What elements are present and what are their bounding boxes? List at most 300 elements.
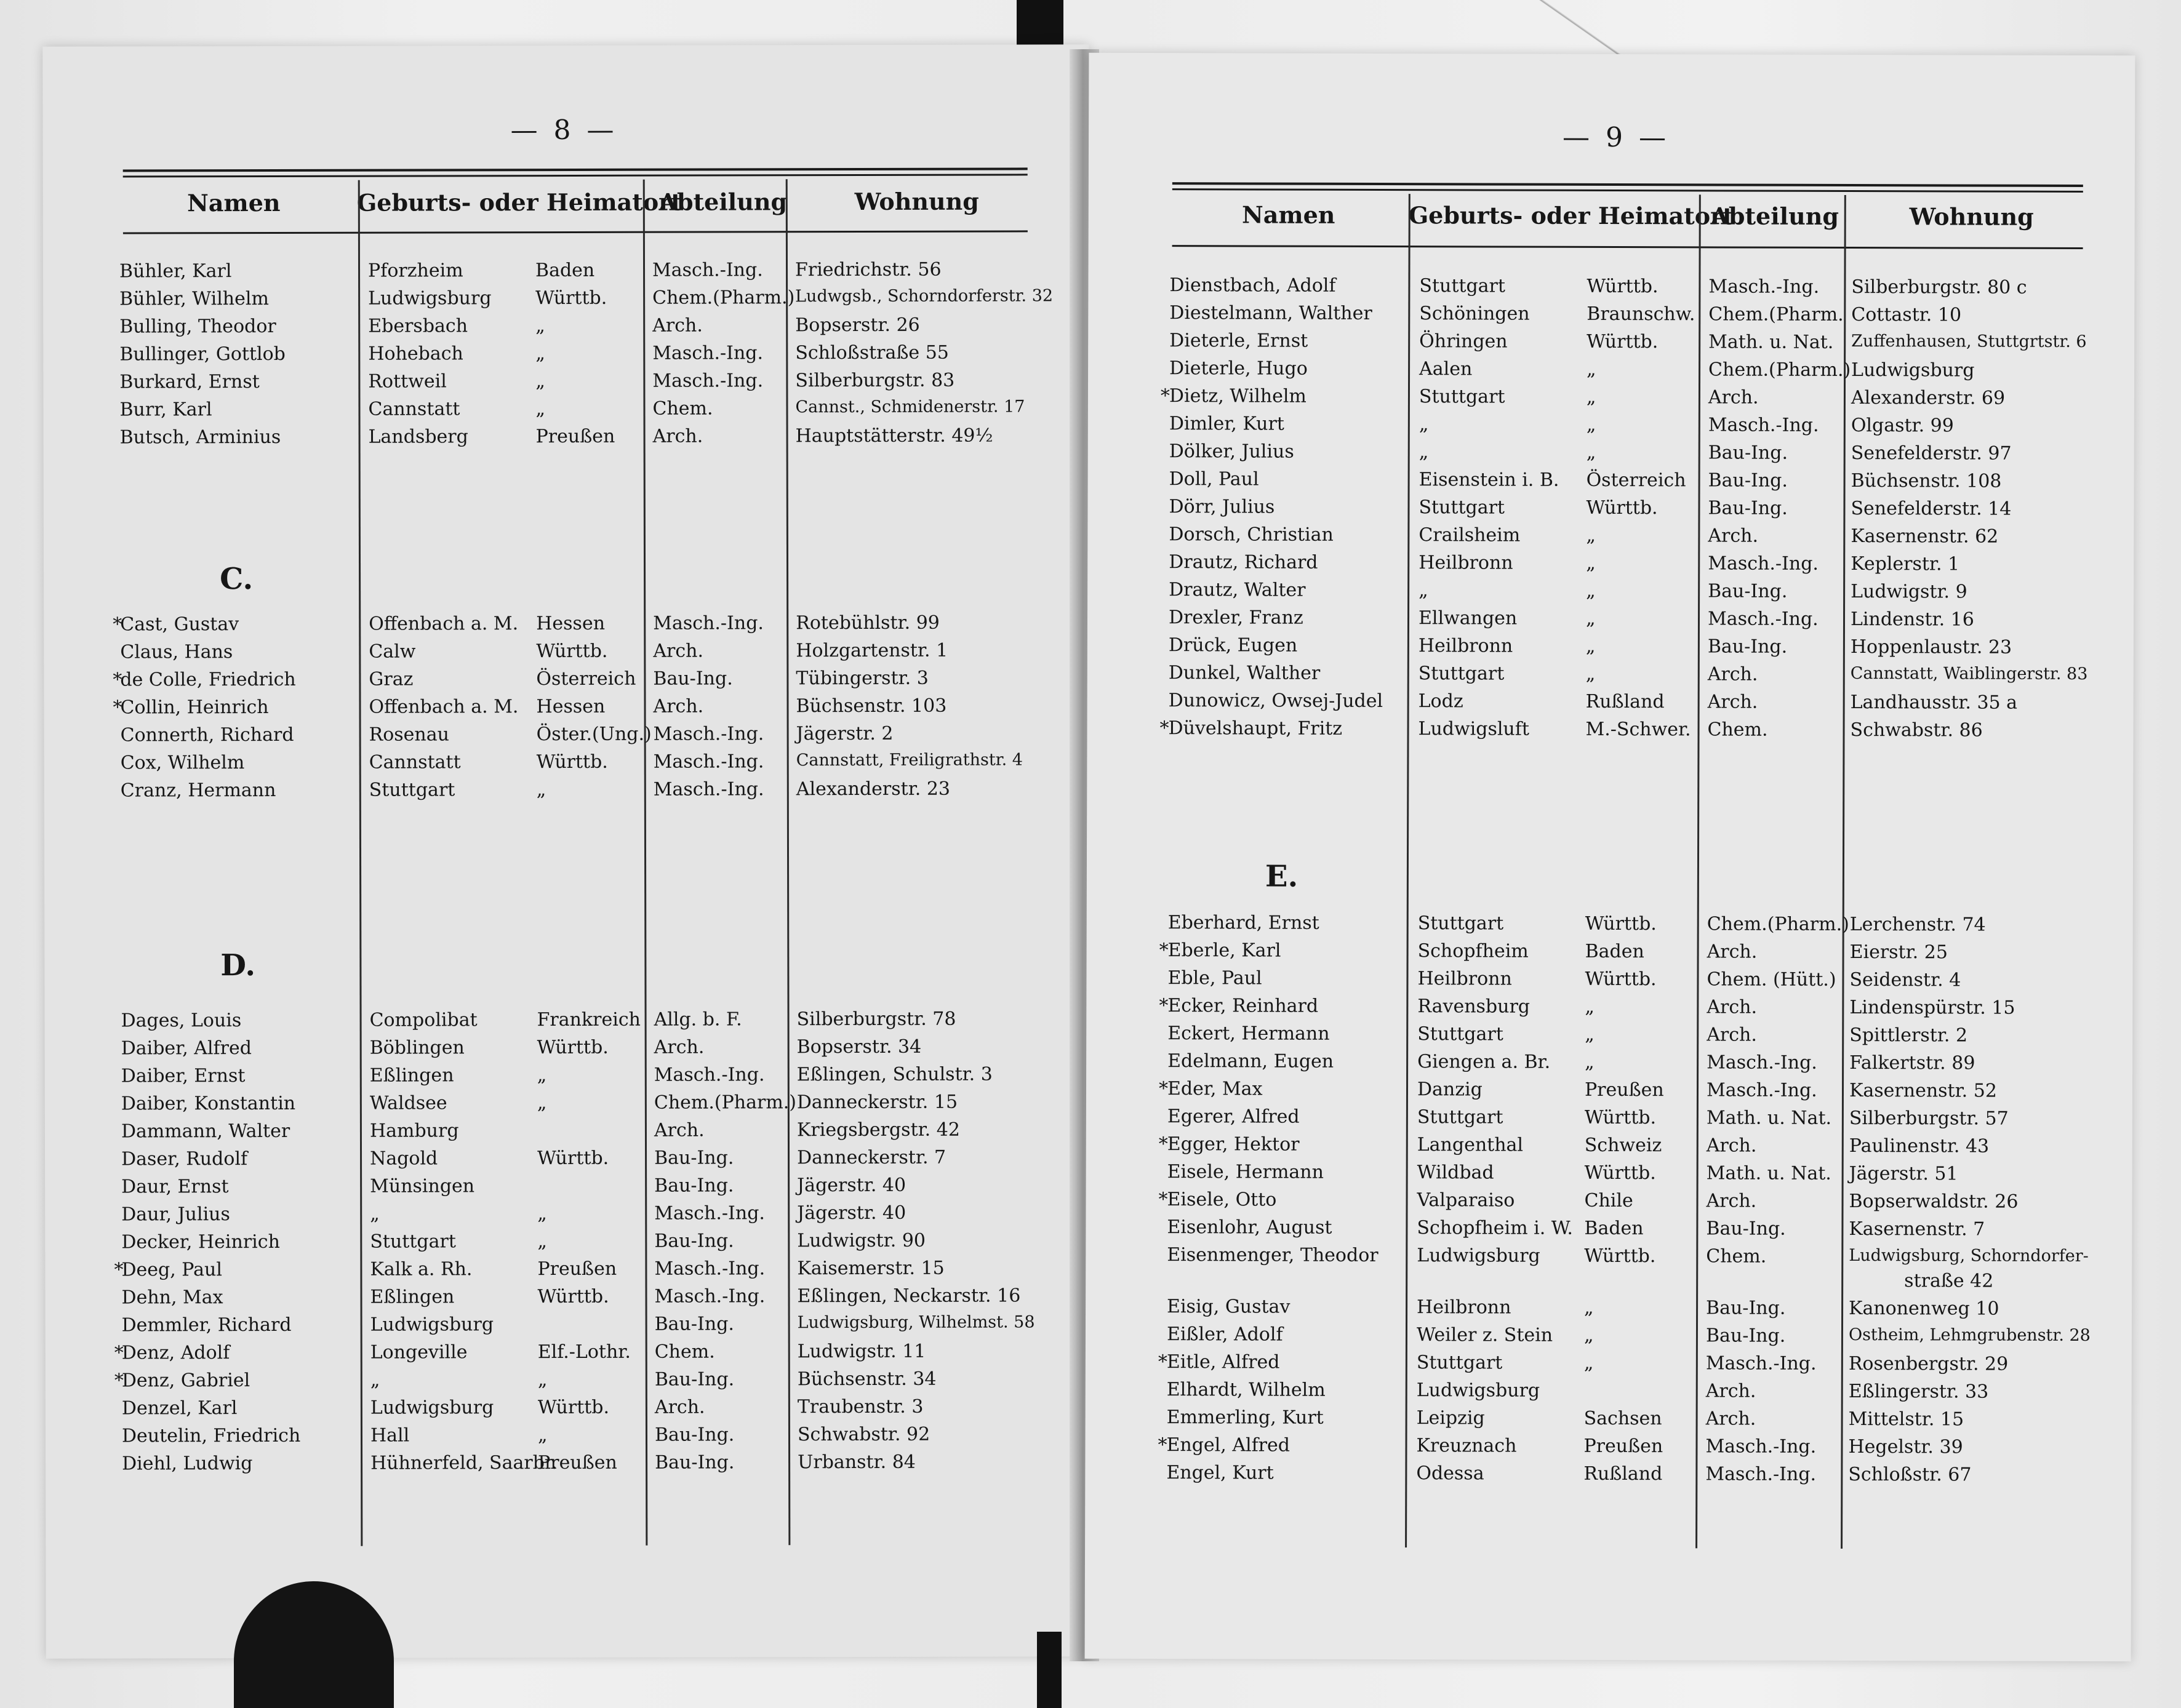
entry-address: Jägerstr. 40 bbox=[797, 1174, 906, 1197]
entry-address: Ludwigstr. 9 bbox=[1851, 581, 1967, 603]
entry-birthplace: Böblingen bbox=[369, 1037, 465, 1059]
entry-address: Silberburgstr. 57 bbox=[1849, 1107, 2009, 1130]
entry-department: Arch. bbox=[654, 1119, 705, 1141]
entry-department: Math. u. Nat. bbox=[1706, 1107, 1832, 1129]
entry-address: Falkertstr. 89 bbox=[1849, 1052, 1975, 1074]
entry-name: Denzel, Karl bbox=[121, 1397, 238, 1419]
entry-region: Württb. bbox=[537, 1396, 610, 1419]
entry-name: Dunkel, Walther bbox=[1168, 662, 1321, 684]
entry-birthplace: Kalk a. Rh. bbox=[370, 1258, 473, 1280]
entry-name: Dieterle, Hugo bbox=[1169, 357, 1308, 380]
entry-department: Arch. bbox=[654, 1036, 705, 1058]
entry-name: Dietz, Wilhelm bbox=[1169, 385, 1307, 407]
entry-department: Arch. bbox=[653, 640, 704, 662]
entry-address: Tübingerstr. 3 bbox=[796, 667, 929, 690]
entry-department: Masch.-Ing. bbox=[1705, 1463, 1817, 1485]
entry-department: Masch.-Ing. bbox=[1707, 1052, 1817, 1074]
entry-address: Senefelderstr. 14 bbox=[1851, 498, 2012, 520]
entry-name: Demmler, Richard bbox=[121, 1314, 292, 1336]
entry-name: Eckert, Hermann bbox=[1167, 1023, 1330, 1045]
entry-department: Math. u. Nat. bbox=[1706, 1162, 1831, 1184]
entry-address: Büchsenstr. 103 bbox=[796, 695, 947, 717]
entry-department: Chem. bbox=[652, 397, 713, 420]
entry-region: „ bbox=[537, 1064, 547, 1087]
entry-department: Arch. bbox=[1707, 941, 1758, 963]
entry-name: Egger, Hektor bbox=[1167, 1133, 1300, 1155]
entry-department: Masch.-Ing. bbox=[654, 1202, 765, 1224]
entry-star-marker: * bbox=[1160, 385, 1171, 407]
entry-name: Daur, Julius bbox=[121, 1203, 230, 1226]
entry-name: Claus, Hans bbox=[120, 641, 233, 663]
entry-address: Traubenstr. 3 bbox=[797, 1395, 924, 1418]
right-page bbox=[1085, 53, 2135, 1661]
entry-address: Senefelderstr. 97 bbox=[1851, 442, 2012, 465]
entry-department: Chem. bbox=[1707, 719, 1768, 741]
entry-star-marker: * bbox=[114, 1370, 124, 1392]
entry-name: Eberle, Karl bbox=[1167, 940, 1281, 962]
entry-region: Schweiz bbox=[1584, 1134, 1662, 1157]
entry-address: Ludwigstr. 11 bbox=[797, 1340, 926, 1363]
entry-birthplace: Calw bbox=[369, 640, 416, 663]
entry-birthplace: Langenthal bbox=[1417, 1134, 1524, 1156]
entry-department: Bau-Ing. bbox=[654, 1313, 734, 1335]
entry-region: „ bbox=[1584, 1296, 1594, 1319]
entry-region: Elf.-Lothr. bbox=[537, 1341, 631, 1363]
entry-region: Württb. bbox=[1586, 497, 1658, 519]
entry-department: Chem.(Pharm. bbox=[1708, 303, 1844, 325]
entry-name: Dörr, Julius bbox=[1169, 496, 1275, 518]
entry-address: Kaisemerstr. 15 bbox=[797, 1257, 945, 1280]
entry-department: Math. u. Nat. bbox=[1708, 331, 1834, 353]
entry-address: Schwabstr. 86 bbox=[1850, 719, 1983, 741]
entry-region: „ bbox=[1585, 1051, 1595, 1073]
entry-address: Cannstatt, Waiblingerstr. 83 bbox=[1850, 664, 2088, 684]
entry-region: Baden bbox=[535, 259, 595, 282]
entry-address: Schwabstr. 92 bbox=[797, 1423, 930, 1446]
entry-birthplace: Heilbronn bbox=[1419, 552, 1513, 574]
entry-department: Masch.-Ing. bbox=[654, 1064, 765, 1086]
entry-star-marker: * bbox=[113, 669, 122, 691]
entry-department: Arch. bbox=[654, 1396, 705, 1418]
entry-region: Öster.(Ung.) bbox=[536, 723, 652, 746]
entry-address: Kriegsbergstr. 42 bbox=[796, 1119, 960, 1141]
column-divider bbox=[1405, 194, 1411, 1547]
entry-address: Eierstr. 25 bbox=[1849, 941, 1948, 964]
entry-birthplace: Stuttgart bbox=[1417, 1106, 1503, 1128]
entry-name: Eisele, Otto bbox=[1167, 1189, 1277, 1211]
entry-region: „ bbox=[1586, 524, 1596, 546]
entry-birthplace: Lodz bbox=[1418, 690, 1463, 712]
entry-address: Ludwigsburg, Wilhelmst. 58 bbox=[797, 1312, 1035, 1333]
entry-address-continuation: straße 42 bbox=[1904, 1270, 1994, 1292]
entry-birthplace: Hohebach bbox=[368, 343, 463, 365]
binding-spine-bottom bbox=[1037, 1632, 1062, 1708]
entry-birthplace: Offenbach a. M. bbox=[369, 613, 519, 635]
entry-region: „ bbox=[535, 343, 545, 365]
entry-region: Württb. bbox=[1584, 1245, 1656, 1267]
col-header-address: Wohnung bbox=[854, 187, 979, 216]
entry-address: Rotebühlstr. 99 bbox=[796, 612, 940, 634]
entry-address: Kanonenweg 10 bbox=[1849, 1298, 1999, 1320]
entry-name: Dammann, Walter bbox=[121, 1120, 290, 1143]
entry-department: Masch.-Ing. bbox=[653, 723, 764, 745]
entry-region: „ bbox=[535, 370, 545, 393]
entry-region: Preußen bbox=[1583, 1435, 1663, 1458]
entry-star-marker: * bbox=[113, 696, 122, 719]
entry-address: Schloßstraße 55 bbox=[795, 341, 949, 364]
entry-name: Eble, Paul bbox=[1167, 967, 1262, 989]
entry-birthplace: Hall bbox=[370, 1424, 410, 1447]
entry-address: Hegelstr. 39 bbox=[1848, 1436, 1963, 1458]
entry-name: Dunowicz, Owsej-Judel bbox=[1168, 690, 1383, 712]
col-header-birthplace: Geburts- oder Heimatort bbox=[1408, 201, 1734, 230]
entry-birthplace: Öhringen bbox=[1419, 330, 1508, 353]
entry-star-marker: * bbox=[1158, 1434, 1167, 1456]
entry-address: Zuffenhausen, Stuttgrtstr. 6 bbox=[1851, 332, 2087, 352]
entry-address: Mittelstr. 15 bbox=[1848, 1408, 1964, 1431]
entry-address: Cannst., Schmidenerstr. 17 bbox=[795, 397, 1025, 417]
entry-birthplace: Crailsheim bbox=[1419, 524, 1521, 546]
entry-region: Württb. bbox=[1587, 330, 1659, 353]
entry-birthplace: Graz bbox=[369, 668, 414, 690]
col-header-birthplace: Geburts- oder Heimatort bbox=[356, 188, 682, 217]
entry-name: Bulling, Theodor bbox=[119, 315, 276, 338]
entry-name: Cast, Gustav bbox=[120, 613, 239, 636]
entry-address: Eßlingen, Neckarstr. 16 bbox=[797, 1285, 1021, 1307]
column-divider bbox=[358, 180, 363, 1546]
entry-birthplace: Cannstatt bbox=[368, 398, 460, 420]
entry-department: Arch. bbox=[1706, 1190, 1757, 1212]
entry-address: Olgastr. 99 bbox=[1851, 415, 1954, 437]
entry-name: Ecker, Reinhard bbox=[1167, 995, 1319, 1017]
entry-birthplace: „ bbox=[370, 1369, 380, 1391]
entry-star-marker: * bbox=[114, 1259, 124, 1281]
entry-department: Masch.-Ing. bbox=[652, 370, 764, 392]
entry-name: Decker, Heinrich bbox=[121, 1231, 280, 1253]
entry-region: Württb. bbox=[1587, 275, 1659, 298]
entry-department: Masch.-Ing. bbox=[652, 259, 763, 281]
entry-birthplace: Ludwigsburg bbox=[370, 1397, 494, 1419]
entry-department: Masch.-Ing. bbox=[652, 342, 764, 364]
entry-department: Masch.-Ing. bbox=[1705, 1435, 1817, 1458]
entry-department: Bau-Ing. bbox=[655, 1451, 735, 1474]
entry-region: „ bbox=[1586, 386, 1596, 408]
entry-address: Kasernenstr. 7 bbox=[1849, 1218, 1985, 1240]
section-letter: C. bbox=[220, 562, 254, 597]
entry-name: Eisenlohr, August bbox=[1167, 1216, 1332, 1239]
entry-region: „ bbox=[1585, 996, 1595, 1018]
entry-name: Edelmann, Eugen bbox=[1167, 1050, 1334, 1072]
entry-birthplace: Landsberg bbox=[368, 426, 468, 448]
entry-department: Bau-Ing. bbox=[1707, 636, 1788, 658]
entry-region: M.-Schwer. bbox=[1585, 718, 1691, 741]
page-number: — 9 — bbox=[1562, 121, 1670, 154]
entry-address: Urbanstr. 84 bbox=[798, 1451, 916, 1474]
entry-department: Bau-Ing. bbox=[654, 1147, 734, 1169]
entry-name: Eder, Max bbox=[1167, 1078, 1263, 1100]
entry-name: Daiber, Ernst bbox=[121, 1065, 246, 1087]
entry-region: Frankreich bbox=[537, 1008, 641, 1031]
entry-birthplace: Eisenstein i. B. bbox=[1419, 469, 1559, 491]
paper-crease bbox=[1539, 0, 1625, 55]
entry-name: de Colle, Friedrich bbox=[120, 668, 296, 691]
entry-birthplace: Stuttgart bbox=[1418, 663, 1505, 685]
entry-region: Württb. bbox=[536, 751, 608, 773]
entry-name: Daur, Ernst bbox=[121, 1176, 229, 1198]
entry-birthplace: Compolibat bbox=[369, 1009, 478, 1031]
entry-birthplace: Ebersbach bbox=[368, 315, 468, 337]
entry-region: Rußland bbox=[1585, 690, 1665, 713]
entry-birthplace: Cannstatt bbox=[369, 751, 461, 773]
entry-address: Paulinenstr. 43 bbox=[1849, 1135, 1990, 1157]
entry-department: Bau-Ing. bbox=[1706, 1218, 1786, 1240]
entry-birthplace: Heilbronn bbox=[1418, 635, 1513, 657]
entry-birthplace: Schöningen bbox=[1419, 303, 1530, 325]
entry-department: Masch.-Ing. bbox=[1708, 414, 1819, 436]
col-header-address: Wohnung bbox=[1909, 202, 2034, 231]
entry-department: Chem.(Pharm.) bbox=[654, 1091, 797, 1114]
entry-address: Cannstatt, Freiligrathstr. 4 bbox=[796, 750, 1023, 770]
entry-birthplace: Schopfheim bbox=[1417, 940, 1529, 962]
entry-name: Daiber, Alfred bbox=[121, 1037, 252, 1060]
entry-department: Arch. bbox=[1708, 525, 1759, 547]
entry-name: Bühler, Wilhelm bbox=[119, 288, 269, 310]
entry-birthplace: Rottweil bbox=[368, 370, 447, 393]
entry-star-marker: * bbox=[1158, 1133, 1168, 1155]
entry-address: Spittlerstr. 2 bbox=[1849, 1024, 1968, 1047]
entry-star-marker: * bbox=[1158, 1351, 1167, 1373]
entry-address: Holzgartenstr. 1 bbox=[796, 639, 948, 662]
section-letter: D. bbox=[220, 948, 256, 983]
entry-region: Württb. bbox=[1584, 1162, 1656, 1184]
entry-address: Silberburgstr. 78 bbox=[796, 1008, 956, 1031]
entry-department: Bau-Ing. bbox=[1705, 1325, 1786, 1347]
entry-name: Connerth, Richard bbox=[120, 724, 294, 746]
entry-department: Arch. bbox=[1707, 663, 1758, 685]
entry-name: Engel, Kurt bbox=[1166, 1462, 1274, 1484]
entry-name: Denz, Adolf bbox=[121, 1342, 230, 1364]
entry-department: Allg. b. F. bbox=[654, 1008, 742, 1031]
entry-name: Drück, Eugen bbox=[1168, 634, 1298, 656]
entry-name: Drautz, Richard bbox=[1169, 551, 1318, 573]
entry-name: Cranz, Hermann bbox=[120, 779, 276, 802]
entry-name: Eisig, Gustav bbox=[1167, 1296, 1291, 1318]
entry-region: Hessen bbox=[536, 695, 606, 718]
entry-region: Württb. bbox=[1585, 968, 1657, 991]
header-rule-top-2 bbox=[1172, 188, 2083, 193]
entry-name: Deeg, Paul bbox=[121, 1259, 222, 1281]
entry-name: Eißler, Adolf bbox=[1166, 1323, 1283, 1346]
entry-region: Preußen bbox=[1584, 1079, 1664, 1101]
entry-star-marker: * bbox=[1158, 1189, 1168, 1211]
entry-address: Ludwigsburg, Schorndorfer- bbox=[1849, 1246, 2089, 1266]
entry-address: Bopserwaldstr. 26 bbox=[1849, 1191, 2019, 1213]
entry-name: Drautz, Walter bbox=[1169, 579, 1306, 601]
entry-birthplace: Aalen bbox=[1419, 358, 1473, 380]
entry-address: Lerchenstr. 74 bbox=[1849, 914, 1986, 936]
entry-name: Eitle, Alfred bbox=[1166, 1351, 1280, 1373]
entry-address: Silberburgstr. 80 c bbox=[1851, 276, 2027, 298]
entry-birthplace: Heilbronn bbox=[1417, 1296, 1511, 1319]
column-divider bbox=[1695, 194, 1701, 1548]
entry-birthplace: Valparaiso bbox=[1417, 1189, 1515, 1211]
entry-address: Eßlingen, Schulstr. 3 bbox=[796, 1063, 993, 1086]
entry-address: Friedrichstr. 56 bbox=[794, 258, 942, 281]
entry-region: Chile bbox=[1584, 1189, 1633, 1212]
entry-name: Eberhard, Ernst bbox=[1167, 912, 1319, 934]
entry-region: „ bbox=[537, 1092, 547, 1114]
entry-address: Ludwigsburg bbox=[1851, 359, 1975, 381]
entry-department: Bau-Ing. bbox=[654, 1368, 735, 1391]
entry-address: Ludwgsb., Schorndorferstr. 32 bbox=[795, 286, 1054, 306]
header-rule-top-2 bbox=[123, 174, 1028, 177]
entry-region: „ bbox=[536, 779, 546, 801]
entry-name: Elhardt, Wilhelm bbox=[1166, 1379, 1326, 1401]
entry-department: Masch.-Ing. bbox=[653, 751, 764, 773]
entry-birthplace: „ bbox=[1419, 580, 1428, 602]
header-rule-bottom bbox=[123, 230, 1028, 234]
column-divider bbox=[1841, 195, 1846, 1549]
entry-name: Burkard, Ernst bbox=[119, 371, 260, 393]
entry-birthplace: Leipzig bbox=[1416, 1407, 1485, 1429]
entry-address: Ludwigstr. 90 bbox=[797, 1229, 926, 1252]
entry-birthplace: Stuttgart bbox=[370, 1231, 456, 1253]
entry-birthplace: Danzig bbox=[1417, 1079, 1483, 1101]
entry-region: Baden bbox=[1584, 1217, 1644, 1240]
col-header-name: Namen bbox=[187, 188, 281, 217]
entry-name: Dorsch, Christian bbox=[1169, 524, 1334, 546]
entry-region: „ bbox=[1586, 552, 1596, 574]
col-header-name: Namen bbox=[1241, 201, 1335, 229]
entry-department: Chem. (Hütt.) bbox=[1707, 968, 1836, 991]
column-divider bbox=[786, 179, 791, 1545]
entry-region: Württb. bbox=[1585, 912, 1657, 935]
entry-address: Bopserstr. 26 bbox=[795, 314, 920, 337]
entry-address: Cottastr. 10 bbox=[1851, 304, 1962, 326]
entry-department: Arch. bbox=[1708, 386, 1759, 409]
entry-department: Arch. bbox=[652, 425, 703, 447]
entry-name: Dages, Louis bbox=[121, 1010, 242, 1032]
entry-region: „ bbox=[1587, 358, 1596, 380]
entry-birthplace: Ludwigsluft bbox=[1418, 718, 1529, 740]
entry-department: Bau-Ing. bbox=[1708, 442, 1788, 464]
entry-birthplace: Stuttgart bbox=[1416, 1352, 1503, 1374]
entry-birthplace: Ludwigsburg bbox=[370, 1314, 494, 1336]
entry-name: Diehl, Ludwig bbox=[122, 1453, 253, 1475]
entry-address: Büchsenstr. 34 bbox=[797, 1368, 937, 1391]
entry-address: Landhausstr. 35 a bbox=[1850, 692, 2018, 714]
entry-star-marker: * bbox=[1159, 995, 1169, 1017]
entry-department: Arch. bbox=[653, 695, 704, 717]
entry-region: Österreich bbox=[536, 668, 636, 690]
entry-department: Masch.-Ing. bbox=[653, 778, 764, 800]
entry-region: „ bbox=[1585, 663, 1596, 685]
entry-address: Alexanderstr. 69 bbox=[1851, 387, 2006, 409]
entry-region: „ bbox=[537, 1203, 547, 1225]
entry-region: „ bbox=[535, 398, 546, 420]
entry-birthplace: Ludwigsburg bbox=[1416, 1379, 1540, 1402]
entry-birthplace: Offenbach a. M. bbox=[369, 696, 519, 718]
entry-region: Braunschw. bbox=[1587, 303, 1695, 325]
entry-department: Chem. bbox=[1706, 1245, 1767, 1267]
entry-department: Arch. bbox=[1705, 1408, 1756, 1430]
entry-address: Lindenspürstr. 15 bbox=[1849, 997, 2015, 1019]
entry-name: Dehn, Max bbox=[121, 1287, 223, 1309]
entry-name: Daser, Rudolf bbox=[121, 1148, 248, 1170]
entry-name: Bühler, Karl bbox=[119, 260, 232, 282]
entry-department: Arch. bbox=[1707, 996, 1758, 1018]
entry-department: Masch.-Ing. bbox=[1707, 608, 1819, 630]
entry-region: „ bbox=[537, 1369, 548, 1391]
entry-birthplace: „ bbox=[1419, 441, 1429, 463]
entry-department: Bau-Ing. bbox=[654, 1424, 735, 1446]
header-rule-top bbox=[123, 167, 1028, 172]
entry-address: Eßlingerstr. 33 bbox=[1848, 1381, 1989, 1403]
entry-region: „ bbox=[1583, 1324, 1594, 1346]
entry-department: Chem.(Pharm.) bbox=[652, 287, 795, 309]
entry-address: Alexanderstr. 23 bbox=[796, 778, 951, 800]
entry-department: Masch.-Ing. bbox=[653, 612, 764, 634]
entry-birthplace: Stuttgart bbox=[1417, 912, 1504, 935]
entry-region: „ bbox=[537, 1424, 548, 1447]
entry-name: Düvelshaupt, Fritz bbox=[1168, 717, 1343, 740]
entry-birthplace: Münsingen bbox=[370, 1175, 475, 1197]
entry-region: „ bbox=[1585, 635, 1596, 657]
entry-birthplace: Stuttgart bbox=[369, 779, 455, 801]
entry-department: Arch. bbox=[1706, 1135, 1757, 1157]
entry-birthplace: „ bbox=[370, 1203, 380, 1225]
entry-department: Bau-Ing. bbox=[1708, 469, 1788, 492]
entry-address: Jägerstr. 40 bbox=[797, 1202, 906, 1224]
entry-birthplace: Giengen a. Br. bbox=[1417, 1051, 1551, 1073]
entry-name: Collin, Heinrich bbox=[120, 696, 269, 719]
entry-name: Egerer, Alfred bbox=[1167, 1106, 1300, 1128]
entry-region: Württb. bbox=[536, 640, 608, 663]
entry-birthplace: Longeville bbox=[370, 1341, 468, 1363]
entry-star-marker: * bbox=[113, 613, 122, 636]
entry-birthplace: Rosenau bbox=[369, 724, 449, 746]
entry-region: „ bbox=[1585, 1023, 1595, 1045]
entry-region: „ bbox=[1586, 413, 1596, 436]
entry-region: „ bbox=[1586, 580, 1596, 602]
entry-birthplace: Stuttgart bbox=[1419, 386, 1505, 408]
entry-address: Kasernenstr. 62 bbox=[1851, 525, 1999, 548]
entry-address: Danneckerstr. 7 bbox=[797, 1146, 946, 1169]
entry-birthplace: Eßlingen bbox=[370, 1286, 455, 1308]
header-rule-bottom bbox=[1172, 245, 2083, 249]
entry-region: „ bbox=[1586, 441, 1596, 463]
section-letter: E. bbox=[1265, 859, 1299, 894]
entry-address: Rosenbergstr. 29 bbox=[1848, 1353, 2009, 1375]
entry-birthplace: „ bbox=[1419, 413, 1429, 436]
entry-department: Chem. bbox=[654, 1341, 715, 1363]
entry-name: Drexler, Franz bbox=[1168, 607, 1303, 629]
entry-department: Masch.-Ing. bbox=[654, 1258, 766, 1280]
entry-address: Bopserstr. 34 bbox=[796, 1036, 922, 1058]
entry-address: Danneckerstr. 15 bbox=[796, 1091, 958, 1114]
entry-region: Württb. bbox=[537, 1285, 609, 1308]
entry-department: Masch.-Ing. bbox=[1708, 276, 1820, 298]
entry-department: Arch. bbox=[652, 314, 703, 337]
entry-birthplace: Ravensburg bbox=[1417, 996, 1531, 1018]
entry-star-marker: * bbox=[1159, 717, 1169, 740]
entry-region: Preußen bbox=[535, 425, 615, 448]
entry-address: Silberburgstr. 83 bbox=[795, 369, 955, 392]
entry-department: Masch.-Ing. bbox=[1705, 1352, 1817, 1375]
entry-birthplace: Kreuznach bbox=[1416, 1435, 1517, 1457]
entry-department: Bau-Ing. bbox=[653, 668, 733, 690]
entry-name: Dienstbach, Adolf bbox=[1169, 274, 1336, 297]
